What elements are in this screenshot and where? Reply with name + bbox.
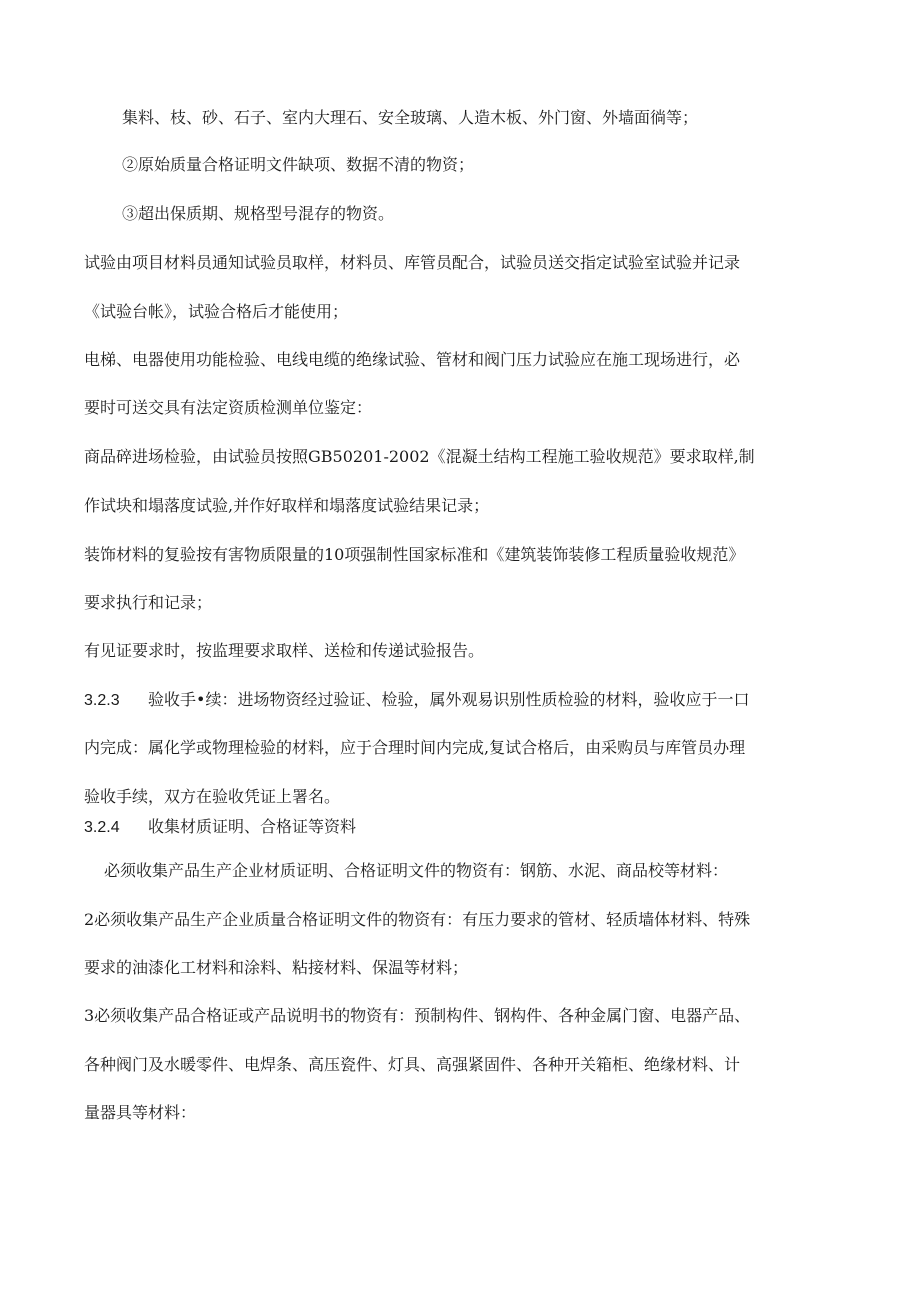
text-line: 要时可送交具有法定资质检测单位鉴定： [84,398,373,417]
section-3-2-3-line1 [84,689,749,712]
text-line: 要求执行和记录； [84,593,213,612]
text-line: 商品碎进场检验，由试验员按照GB50201-2002《混凝土结构工程施工验收规范》要求取样,制 [84,447,755,466]
section-number: 3.2.3 [84,692,120,709]
text-line: ②原始质量合格证明文件缺项、数据不清的物资； [122,155,475,174]
list-item: 量器具等材料： [84,1103,197,1122]
section-text: 验收手•续：进场物资经过验证、检验，属外观易识别性质检验的材料，验收应于一口 [148,690,750,709]
section-number: 3.2.4 [84,819,120,836]
list-item: 各种阀门及水暖零件、电焊条、高压瓷件、灯具、高强紧固件、各种开关箱柜、绝缘材料、计 [84,1055,741,1074]
section-3-2-4-heading [84,816,356,839]
section-3-2-3-line2: 内完成：属化学或物理检验的材料，应于合理时间内完成,复试合格后，由采购员与库管员办理 [84,738,746,757]
text-line: ③超出保质期、规格型号混存的物资。 [122,204,395,223]
text-line: 有见证要求时，按监理要求取样、送检和传递试验报告。 [84,641,485,660]
text-line: 集料、枝、砂、石子、室内大理石、安全玻璃、人造木板、外门窗、外墙面徜等； [122,108,699,127]
text-line: 试验由项目材料员通知试验员取样，材料员、库管员配合，试验员送交指定试验室试验并记录 [84,253,741,272]
text-line: 《试验台帐》，试验合格后才能使用； [84,302,349,321]
list-item: 3必须收集产品合格证或产品说明书的物资有：预制构件、钢构件、各种金属门窗、电器产品、 [84,1006,751,1025]
text-line: 电梯、电器使用功能检验、电线电缆的绝缘试验、管材和阀门压力试验应在施工现场进行，必 [84,350,741,369]
text-line: 作试块和塌落度试验,并作好取样和塌落度试验结果记录； [84,496,490,515]
list-item: 要求的油漆化工材料和涂料、粘接材料、保温等材料； [84,958,469,977]
text-line: 装饰材料的复验按有害物质限量的10项强制性国家标准和《建筑装饰装修工程质量验收规范》 [84,545,745,564]
section-3-2-3-line3: 验收手续，双方在验收凭证上署名。 [84,787,341,806]
list-item: 2必须收集产品生产企业质量合格证明文件的物资有：有压力要求的管材、轻质墙体材料、特殊 [84,910,751,929]
list-item: 必须收集产品生产企业材质证明、合格证明文件的物资有：钢筋、水泥、商品校等材料： [104,861,729,880]
section-title: 收集材质证明、合格证等资料 [148,817,357,836]
